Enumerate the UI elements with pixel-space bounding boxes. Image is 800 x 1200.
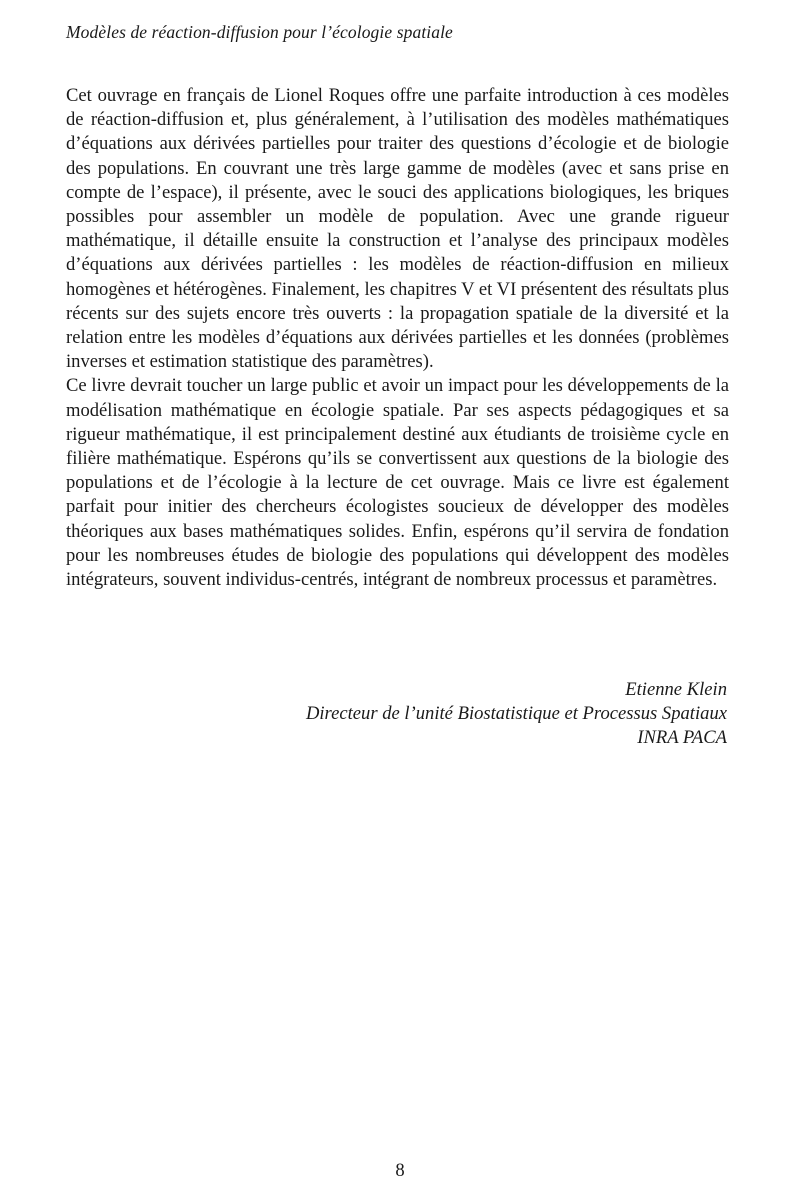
preface-body xyxy=(66,84,729,592)
signatory-institution: INRA PACA xyxy=(637,727,727,749)
running-header-title: Modèles de réaction-diffusion pour l’écologie spatiale xyxy=(66,22,453,42)
signatory-position: Directeur de l’unité Biostatistique et Processus Spatiaux xyxy=(305,703,727,725)
signature-block xyxy=(306,678,727,751)
signatory-name: Etienne Klein xyxy=(625,679,727,700)
paragraph-1: Cet ouvrage en français de Lionel Roques offre une parfaite introduction à ces modèles de réaction-diffusion et, plus généralement, à l’utilisation des modèles mathématiques d’équations aux dérivées partielles pour traiter des questions d’écologie et de biologie des populations. En couvrant une très large gamme de modèles (avec et sans prise en compte de l’espace), il présente, avec le souci des applications biologiques, les briques possibles pour assembler un modèle de population. Avec une grande rigueur mathématique, il détaille ensuite la construction et l’analyse des principaux modèles d’équations aux dérivées partielles : les modèles de réaction-diffusion en milieux homogènes et hétérogènes. Finalement, les chapitres V et VI présentent des résultats plus récents sur des sujets encore très ouverts : la propagation spatiale de la diversité et la relation entre les modèles d’équations aux dérivées partielles et les données (problèmes inverses et estimation statistique des paramètres). xyxy=(66,85,730,373)
page-number: 8 xyxy=(395,1160,405,1181)
paragraph-2: Ce livre devrait toucher un large public et avoir un impact pour les développements de la modélisation mathématique en écologie spatiale. Par ses aspects pédagogiques et sa rigueur mathématique, il est principalement destiné aux étudiants de troisième cycle en filière mathématique. Espérons qu’ils se convertissent aux questions de la biologie des populations et de l’écologie à la lecture de cet ouvrage. Mais ce livre est également parfait pour initier des chercheurs écologistes soucieux de développer des modèles théoriques aux bases mathématiques solides. Enfin, espérons qu’il servira de fondation pour les nombreuses études de biologie des populations qui développent des modèles intégrateurs, souvent individus-centrés, intégrant de nombreux processus et paramètres. xyxy=(66,375,729,591)
